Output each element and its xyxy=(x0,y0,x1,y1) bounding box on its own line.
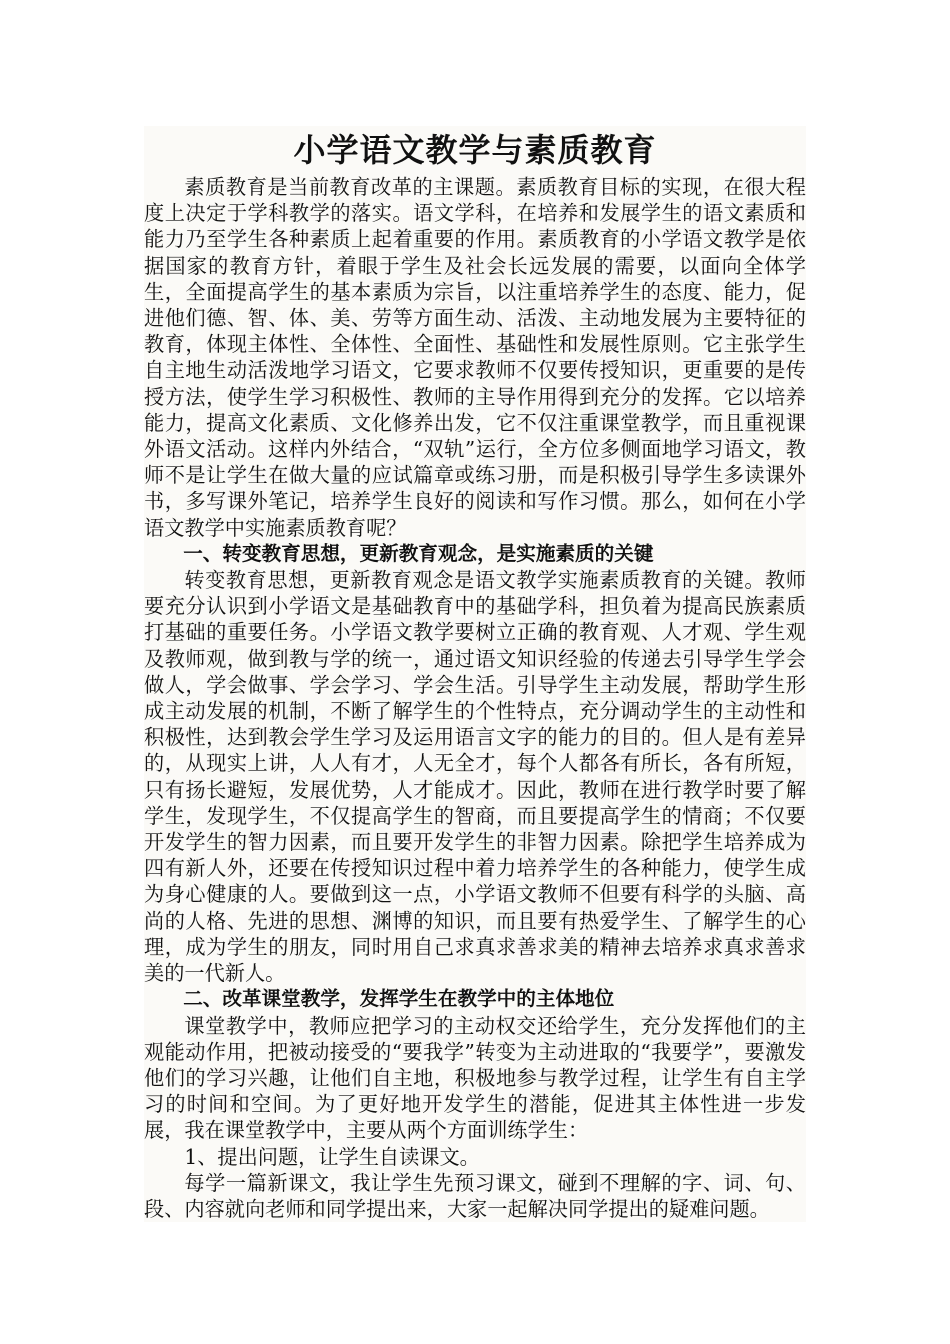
section-2-paragraph: 课堂教学中，教师应把学习的主动权交还给学生，充分发挥他们的主观能动作用，把被动接受的“要我学”转变为主动进取的“我要学”，要激发他们的学习兴趣，让他们自主地，积极地参与教学过程，让学生有自主学习的时间和空间。为了更好地开发学生的潜能，促进其主体性进一步发展，我在课堂教学中，主要从两个方面训练学生： xyxy=(144,1013,806,1143)
intro-paragraph: 素质教育是当前教育改革的主课题。素质教育目标的实现，在很大程度上决定于学科教学的落实。语文学科，在培养和发展学生的语文素质和能力乃至学生各种素质上起着重要的作用。素质教育的小学语文教学是依据国家的教育方针，着眼于学生及社会长远发展的需要，以面向全体学生，全面提高学生的基本素质为宗旨，以注重培养学生的态度、能力，促进他们德、智、体、美、劳等方面生动、活泼、主动地发展为主要特征的教育，体现主体性、全体性、全面性、基础性和发展性原则。它主张学生自主地生动活泼地学习语文，它要求教师不仅要传授知识，更重要的是传授方法，使学生学习积极性、教师的主导作用得到充分的发挥。它以培养能力，提高文化素质、文化修养出发，它不仅注重课堂教学，而且重视课外语文活动。这样内外结合，“双轨”运行，全方位多侧面地学习语文，教师不是让学生在做大量的应试篇章或练习册，而是积极引导学生多读课外书，多写课外笔记，培养学生良好的阅读和写作习惯。那么，如何在小学语文教学中实施素质教育呢？ xyxy=(144,175,806,540)
section-2-item-1: 1、提出问题，让学生自读课文。 xyxy=(184,1144,480,1169)
document-title: 小学语文教学与素质教育 xyxy=(293,131,657,169)
section-2-item-1-paragraph: 每学一篇新课文，我让学生先预习课文，碰到不理解的字、词、句、段、内容就向老师和同学提出来，大家一起解决同学提出的疑难问题。 xyxy=(144,1170,806,1221)
document-body xyxy=(144,126,806,1222)
section-1-paragraph: 转变教育思想，更新教育观念是语文教学实施素质教育的关键。教师要充分认识到小学语文是基础教育中的基础学科，担负着为提高民族素质打基础的重要任务。小学语文教学要树立正确的教育观、人才观、学生观及教师观，做到教与学的统一，通过语文知识经验的传递去引导学生学会做人，学会做事、学会学习、学会生活。引导学生主动发展，帮助学生形成主动发展的机制，不断了解学生的个性特点，充分调动学生的主动性和积极性，达到教会学生学习及运用语言文字的能力的目的。但人是有差异的，从现实上讲，人人有才，人无全才，每个人都各有所长，各有所短，只有扬长避短，发展优势，人才能成才。因此，教师在进行教学时要了解学生，发现学生，不仅提高学生的智商，而且要提高学生的情商；不仅要开发学生的智力因素，而且要开发学生的非智力因素。除把学生培养成为四有新人外，还要在传授知识过程中着力培养学生的各种能力，使学生成为身心健康的人。要做到这一点，小学语文教师不但要有科学的头脑、高尚的人格、先进的思想、渊博的知识，而且要有热爱学生、了解学生的心理，成为学生的朋友，同时用自己求真求善求美的精神去培养求真求善求美的一代新人。 xyxy=(144,568,806,986)
section-1-heading: 一、转变教育思想，更新教育观念，是实施素质的关键 xyxy=(183,541,654,565)
section-2-heading: 二、改革课堂教学，发挥学生在教学中的主体地位 xyxy=(183,987,615,1011)
